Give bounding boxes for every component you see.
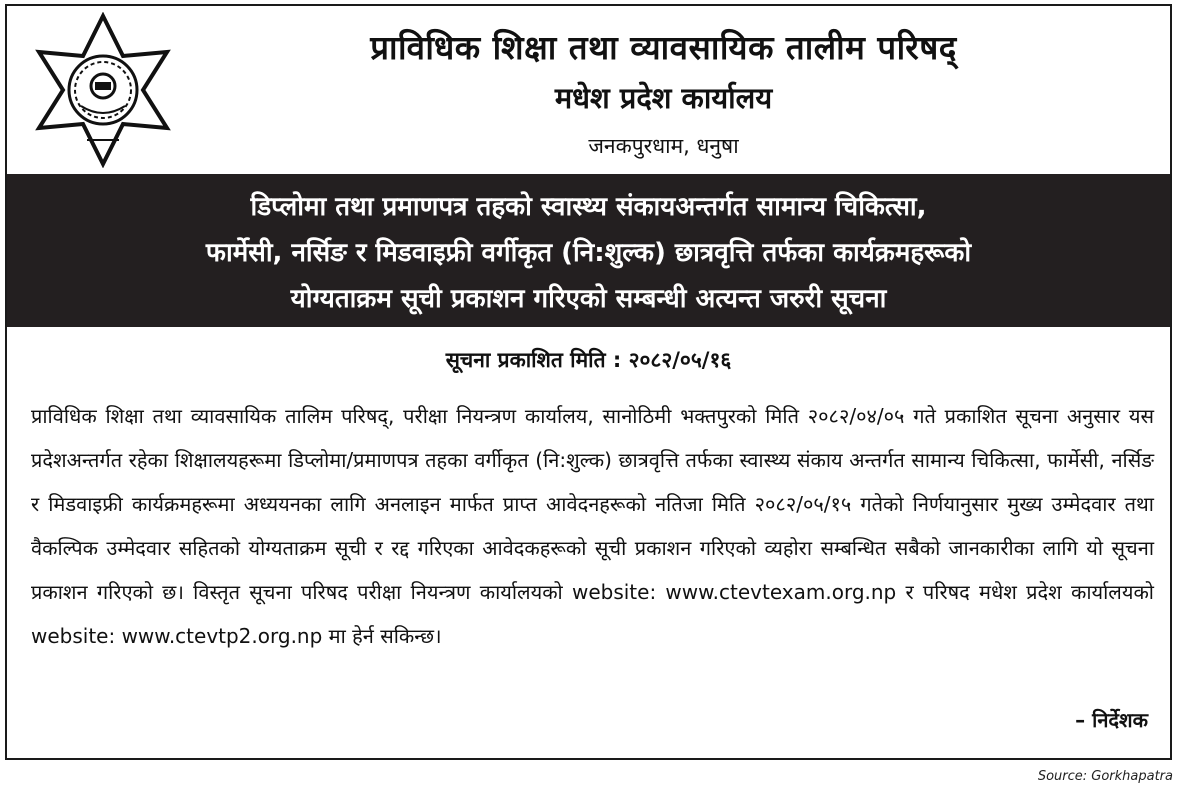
notice-document — [5, 4, 1172, 760]
notice-header — [7, 6, 1170, 174]
ctevt-star-emblem-icon — [25, 12, 181, 168]
office-name: मधेश प्रदेश कार्यालय — [554, 81, 773, 115]
organization-name: प्राविधिक शिक्षा तथा व्यावसायिक तालीम परिषद् — [370, 28, 957, 67]
banner-line: डिप्लोमा तथा प्रमाणपत्र तहको स्वास्थ्य संकायअन्तर्गत सामान्य चिकित्सा, — [250, 192, 927, 222]
signature-director: – निर्देशक — [1075, 708, 1148, 732]
office-location: जनकपुरधाम, धनुषा — [588, 134, 739, 158]
banner-line: फार्मेसी, नर्सिङ र मिडवाइफ्री वर्गीकृत (नि:शुल्क) छात्रवृत्ति तर्फका कार्यक्रमहरूको — [205, 238, 972, 268]
publication-date: सूचना प्रकाशित मिति : २०८२/०५/१६ — [445, 348, 732, 372]
banner-line: योग्यताक्रम सूची प्रकाशन गरिएको सम्बन्धी अत्यन्त जरुरी सूचना — [290, 284, 887, 314]
notice-body: प्राविधिक शिक्षा तथा व्यावसायिक तालिम परिषद्, परीक्षा नियन्त्रण कार्यालय, सानोठिमी भक्तपुरको मिति २०८२/०४/०५ गते प्रकाशित सूचना अनुसार यस प्रदेशअन्तर्गत रहेका शिक्षालयहरूमा डिप्लोमा/प्रमाणपत्र तहका वर्गीकृत (नि:शुल्क) छात्रवृत्ति तर्फका स्वास्थ्य संकाय अन्तर्गत सामान्य चिकित्सा, फार्मेसी, नर्सिङ र मिडवाइफ्री कार्यक्रमहरूमा अध्ययनका लागि अनलाइन मार्फत प्राप्त आवेदनहरूको नतिजा मिति २०८२/०५/१५ गतेको निर्णयानुसार मुख्य उम्मेदवार तथा वैकल्पिक उम्मेदवार सहितको योग्यताक्रम सूची र रद्द गरिएका आवेदकहरूको सूची प्रकाशन गरिएको व्यहोरा सम्बन्धित सबैको जानकारीका लागि यो सूचना प्रकाशन गरिएको छ। विस्तृत सूचना परिषद परीक्षा नियन्त्रण कार्यालयको website: www.ctevtexam.org.np र परिषद मधेश प्रदेश कार्यालयको website: www.ctevtp2.org.np मा हेर्न सकिन्छ। — [31, 404, 1154, 648]
source-credit: Source: Gorkhapatra — [1037, 769, 1173, 784]
notice-title-banner — [7, 174, 1170, 327]
